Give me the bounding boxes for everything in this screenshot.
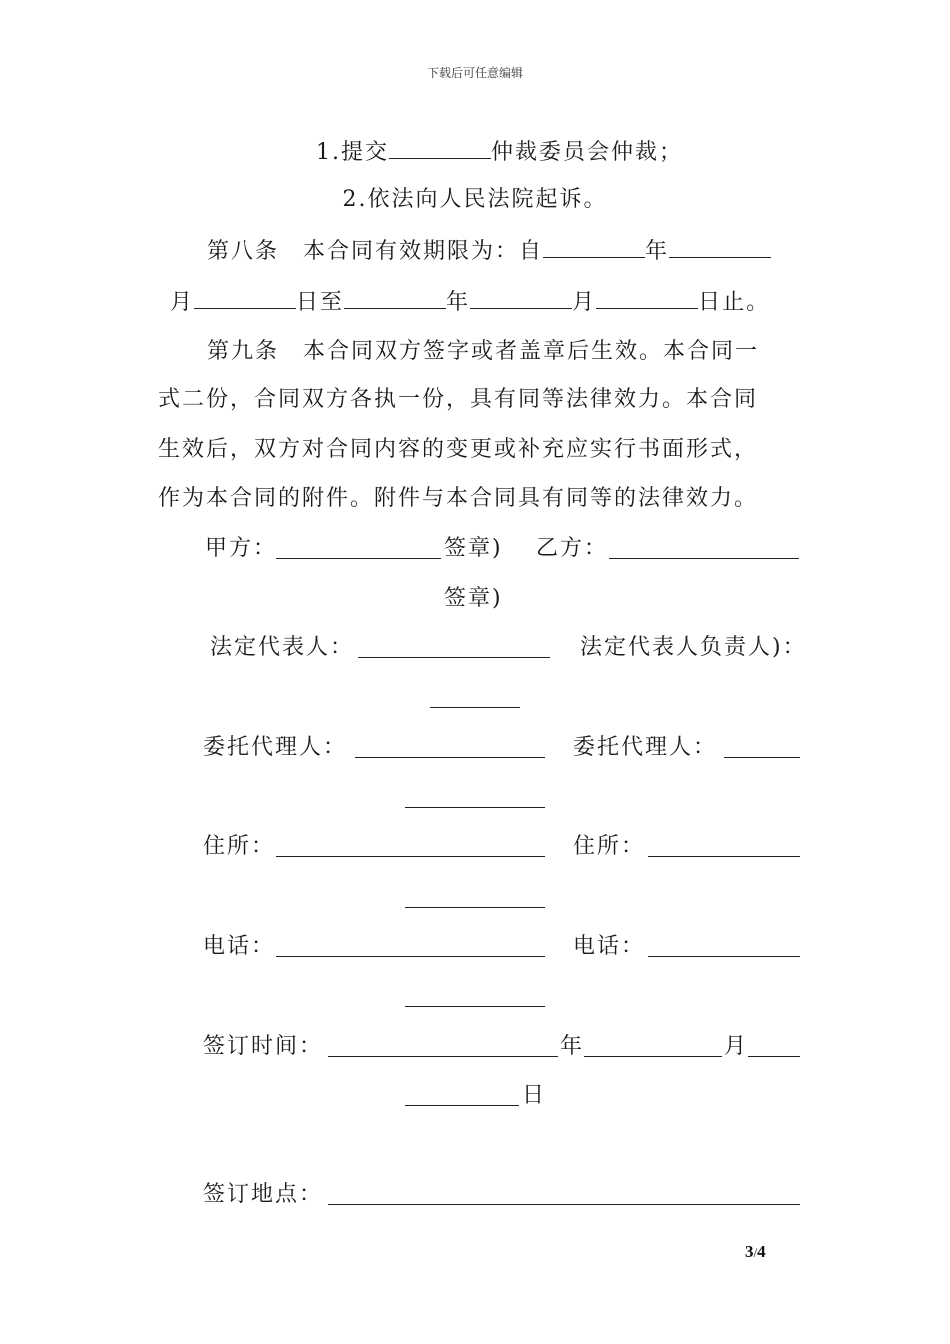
party-a-label: 甲方： [205, 536, 278, 561]
party-a-blank [276, 558, 441, 559]
article8-month2-label: 月 [572, 290, 597, 315]
page-header: 下载后可任意编辑 [426, 66, 523, 80]
total-pages: 4 [757, 1242, 766, 1261]
sign-month-label: 月 [724, 1034, 749, 1059]
sign-day-label: 日 [522, 1083, 547, 1108]
party-b-blank [609, 558, 799, 559]
legal-rep-b-label: 法定代表人负责人)： [580, 635, 807, 660]
phone-a-blank [276, 956, 545, 957]
arbitration-item-1-suffix: 仲裁委员会仲裁； [491, 140, 684, 165]
article9-line4: 作为本合同的附件。附件与本合同具有同等的法律效力。 [158, 486, 759, 511]
agent-a-label: 委托代理人： [203, 735, 348, 760]
arbitration-item-2: 2.依法向人民法院起诉。 [342, 187, 608, 212]
page-number [745, 1242, 766, 1262]
article8-line2 [170, 286, 770, 318]
article8-day-to-label: 日至 [296, 290, 345, 315]
address-b-blank-continued [405, 907, 545, 908]
arbitration-item-1 [316, 136, 683, 168]
legal-rep-b-blank [430, 707, 520, 708]
end-month-blank [470, 286, 572, 309]
end-year-blank [344, 286, 446, 309]
article8-month-label: 月 [170, 290, 195, 315]
phone-b-blank-continued [405, 1006, 545, 1007]
party-b-seal: 签章) [444, 586, 503, 611]
article9-line3: 生效后，双方对合同内容的变更或补充应实行书面形式， [158, 437, 759, 462]
sign-year-blank [328, 1056, 558, 1057]
party-a-seal: 签章) [444, 536, 503, 561]
page-separator: / [753, 1245, 758, 1260]
agent-b-blank-continued [405, 807, 545, 808]
article8-day-end-label: 日止。 [698, 290, 771, 315]
agent-b-label: 委托代理人： [573, 735, 718, 760]
sign-day-blank-b [405, 1105, 519, 1106]
sign-time-label: 签订时间： [203, 1034, 324, 1059]
article8-year2-label: 年 [446, 290, 471, 315]
phone-a-label: 电话： [203, 934, 276, 959]
address-a-label: 住所： [203, 834, 276, 859]
arbitration-commission-blank [389, 136, 491, 159]
article9-line2: 式二份，合同双方各执一份，具有同等法律效力。本合同 [158, 387, 759, 412]
address-b-label: 住所： [573, 834, 646, 859]
address-a-blank [276, 856, 545, 857]
sign-month-blank [584, 1056, 722, 1057]
sign-year-label: 年 [560, 1034, 585, 1059]
sign-place-label: 签订地点： [203, 1182, 324, 1207]
legal-rep-a-blank [358, 657, 550, 658]
start-day-blank [194, 286, 296, 309]
start-year-blank [543, 235, 645, 258]
address-b-blank [648, 856, 800, 857]
phone-b-label: 电话： [573, 934, 646, 959]
article8-year-label: 年 [645, 239, 670, 264]
agent-a-blank [355, 757, 545, 758]
sign-day-blank-a [748, 1056, 800, 1057]
agent-b-blank [724, 757, 800, 758]
arbitration-item-1-prefix: 1.提交 [316, 140, 389, 165]
start-month-blank-a [669, 235, 771, 258]
phone-b-blank [648, 956, 800, 957]
article9-line1: 第九条 本合同双方签字或者盖章后生效。本合同一 [207, 339, 760, 364]
article8-line1 [207, 235, 771, 267]
party-b-label: 乙方： [536, 536, 609, 561]
sign-place-blank [328, 1204, 800, 1205]
legal-rep-a-label: 法定代表人： [210, 635, 355, 660]
current-page: 3 [745, 1242, 754, 1261]
end-day-blank [596, 286, 698, 309]
article8-lead: 第八条 本合同有效期限为：自 [207, 239, 544, 264]
